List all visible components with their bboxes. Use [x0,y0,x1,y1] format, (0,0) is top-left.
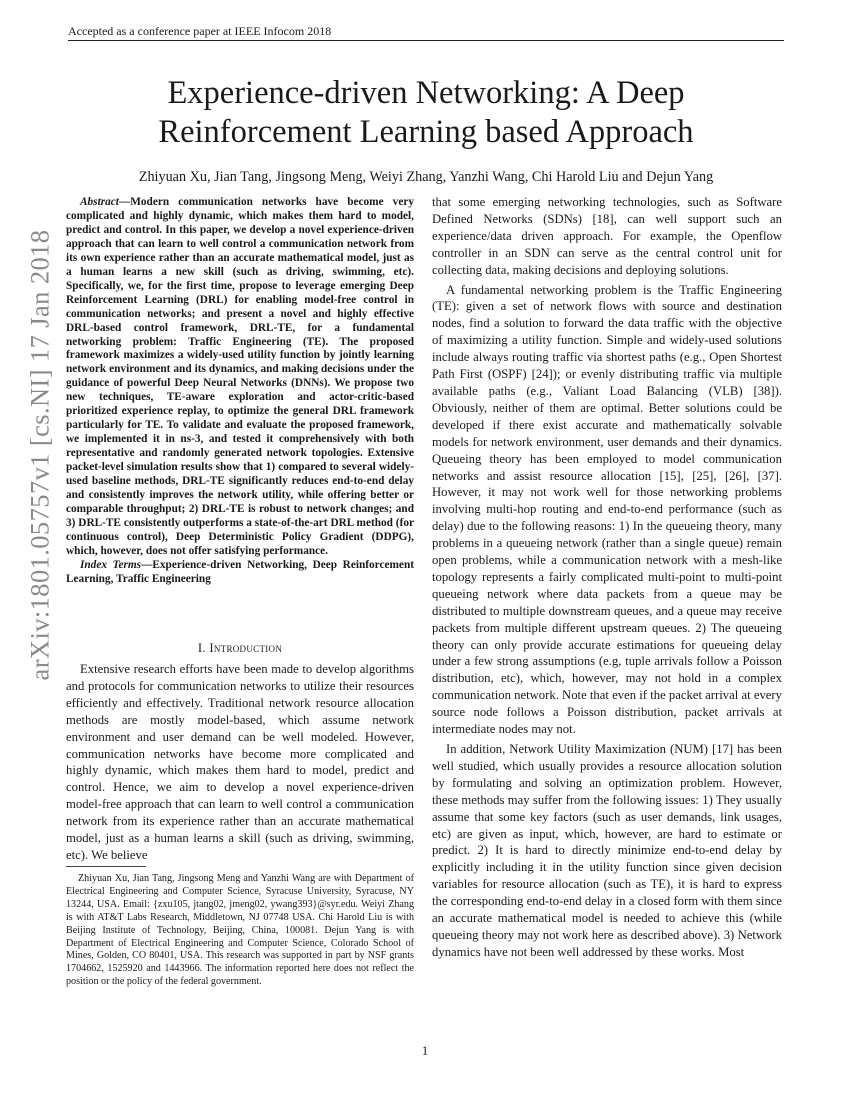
author-list: Zhiyuan Xu, Jian Tang, Jingsong Meng, Weiyi Zhang, Yanzhi Wang, Chi Harold Liu and Dejun Yang [138,169,714,185]
conference-note: Accepted as a conference paper at IEEE Infocom 2018 [68,24,332,38]
arxiv-identifier: arXiv:1801.05757v1 [cs.NI] 17 Jan 2018 [24,229,55,681]
page-number: 1 [421,1044,429,1058]
index-terms-text: —Experience-driven Networking, Deep Reinforcement Learning, Traffic Engineering [66,558,414,585]
section-name: ntroduction [213,641,283,655]
right-paragraph-3: In addition, Network Utility Maximization (NUM) [17] has been well studied, which usually provides a resource allocation solution by formulating and solving an optimization problem. However, these methods may suffer from the following issues: 1) They usually assume that some key factors (such as user demands, link usages, etc) are given as input, which, however, are hard to estimate or predict. 2) It is hard to directly minimize end-to-end delay by explicitly including it in the utility function since given decision variables for resource allocation (such as TE), it is hard to express the corresponding end-to-end delay in a closed form with them since an accurate mathematical model is needed to achieve this (while queueing theory may not work here as described above). 3) Network dynamics have not been well addressed by these works. Most [432,742,782,959]
right-paragraph-2: A fundamental networking problem is the Traffic Engineering (TE): given a set of network flows with source and destination nodes, find a solution to forward the data traffic with the objective of maximizing a utility function. Simple and widely-used solutions include always routing traffic via shortest paths (e.g., Open Shortest Path First (OSPF) [24]); or evenly distributing traffic via multiple available paths (e.g., Valiant Load Balancing (VLB) [38]). Obviously, neither of them are optimal. Better solutions could be developed if there exist accurate and mathematically solvable models for network environment, user demands and their dynamics. Queueing theory has been employed to model communication networks and assist resource allocation [15], [25], [26], [37]. However, it may not work well for those networking problems involving multi-hop routing and end-to-end performance (such as delay) due to the following reasons: 1) In the queueing theory, many problems in a queueing network (rather than a single queue) remain open problems, while a communication network with a mesh-like topology represents a fairly complicated multi-point to multi-point queueing network where data packets from a queue may be distributed to multiple downstream queues, and a queue may receive packets from multiple different upstream queues. 2) The queueing theory can only provide accurate estimations for queueing delay under a few strong assumptions (e.g, tuple arrivals follow a Poisson distribution, etc), which, however, may not hold in a complex communication network. Note that even if the packet arrival at every source node follows a Poisson distribution, packet arrivals at intermediate nodes may not. [432,282,782,737]
section-numeral: I. I [197,641,214,655]
index-terms-label: Index Terms [80,558,142,571]
paper-title [68,74,784,152]
author-affiliation-footnote [66,873,414,989]
intro-paragraph: Extensive research efforts have been made to develop algorithms and protocols for communication networks to utilize their resources efficiently and effectively. Traditional network resource allocation methods are mostly model-based, which assume network environment and user demand can be well modeled. However, communication networks have become more complicated and highly dynamic, which makes them hard to model, predict and control. Hence, we aim to develop a novel experience-driven model-free approach that can learn to well control a communication network from its experience rather than an accurate mathematical model, just as a human learns a skill (such as driving, swimming, etc). We believe [66,662,414,862]
introduction-text [66,661,414,864]
footnote-rule [66,866,146,867]
footnote-text: Zhiyuan Xu, Jian Tang, Jingsong Meng and Yanzhi Wang are with Department of Electrical Engineering and Computer Science, Syracuse University, Syracuse, NY 13244, USA. Email: {zxu105, jtang02, jmeng02, ywang393}@syr.edu. Weiyi Zhang is with AT&T Labs Research, Middletown, NJ 07748 USA. Chi Harold Liu is with Beijing Institute of Technology, Beijing, China, 100081. Dejun Yang is with Department of Electrical Engineering and Computer Science, Colorado School of Mines, Golden, CO 80401, USA. This research was supported in part by NSF grants 1704662, 1525920 and 1443966. The information reported here does not reflect the position or the policy of the federal government. [66,873,414,988]
abstract-paragraph [66,196,414,559]
title-line-1: Experience-driven Networking: A Deep [167,75,685,111]
title-line-2: Reinforcement Learning based Approach [158,114,694,150]
abstract-text: —Modern communication networks have become very complicated and highly dynamic, which makes them hard to model, predict and control. In this paper, we develop a novel experience-driven approach that can learn to well control a communication network from its own experience rather than an accurate mathematical model, just as a human learns a new skill (such as driving, swimming, etc). Specifically, we, for the first time, propose to leverage emerging Deep Reinforcement Learning (DRL) for enabling model-free control in communication networks; and present a novel and highly effective DRL-based control framework, DRL-TE, for a fundamental networking problem: Traffic Engineering (TE). The proposed framework maximizes a widely-used utility function by jointly learning network environment and its dynamics, and making decisions under the guidance of powerful Deep Neural Networks (DNNs). We propose two new techniques, TE-aware exploration and actor-critic-based prioritized experience replay, to optimize the general DRL framework particularly for TE. To validate and evaluate the proposed framework, we implemented it in ns-3, and tested it comprehensively with both representative and randomly generated network topologies. Extensive packet-level simulation results show that 1) compared to several widely-used baseline methods, DRL-TE significantly reduces end-to-end delay and consistently improves the network utility, while offering better or comparable throughput; 2) DRL-TE is robust to network changes; and 3) DRL-TE consistently outperforms a state-of-the-art DRL method (for continuous control), Deep Deterministic Policy Gradient (DDPG), which, however, does not offer satisfying performance. [66,196,414,557]
abstract [66,196,414,587]
index-terms [66,559,414,587]
section-heading-introduction [66,640,414,656]
right-column [432,194,782,961]
right-paragraph-1: that some emerging networking technologies, such as Software Defined Networks (SDNs) [18], can well support such an experience/data driven approach. For example, the Openflow controller in an SDN can serve as the central control unit for collecting data, making decisions and deploying solutions. [432,195,782,277]
header-rule [68,40,784,41]
abstract-label: Abstract [80,196,119,208]
